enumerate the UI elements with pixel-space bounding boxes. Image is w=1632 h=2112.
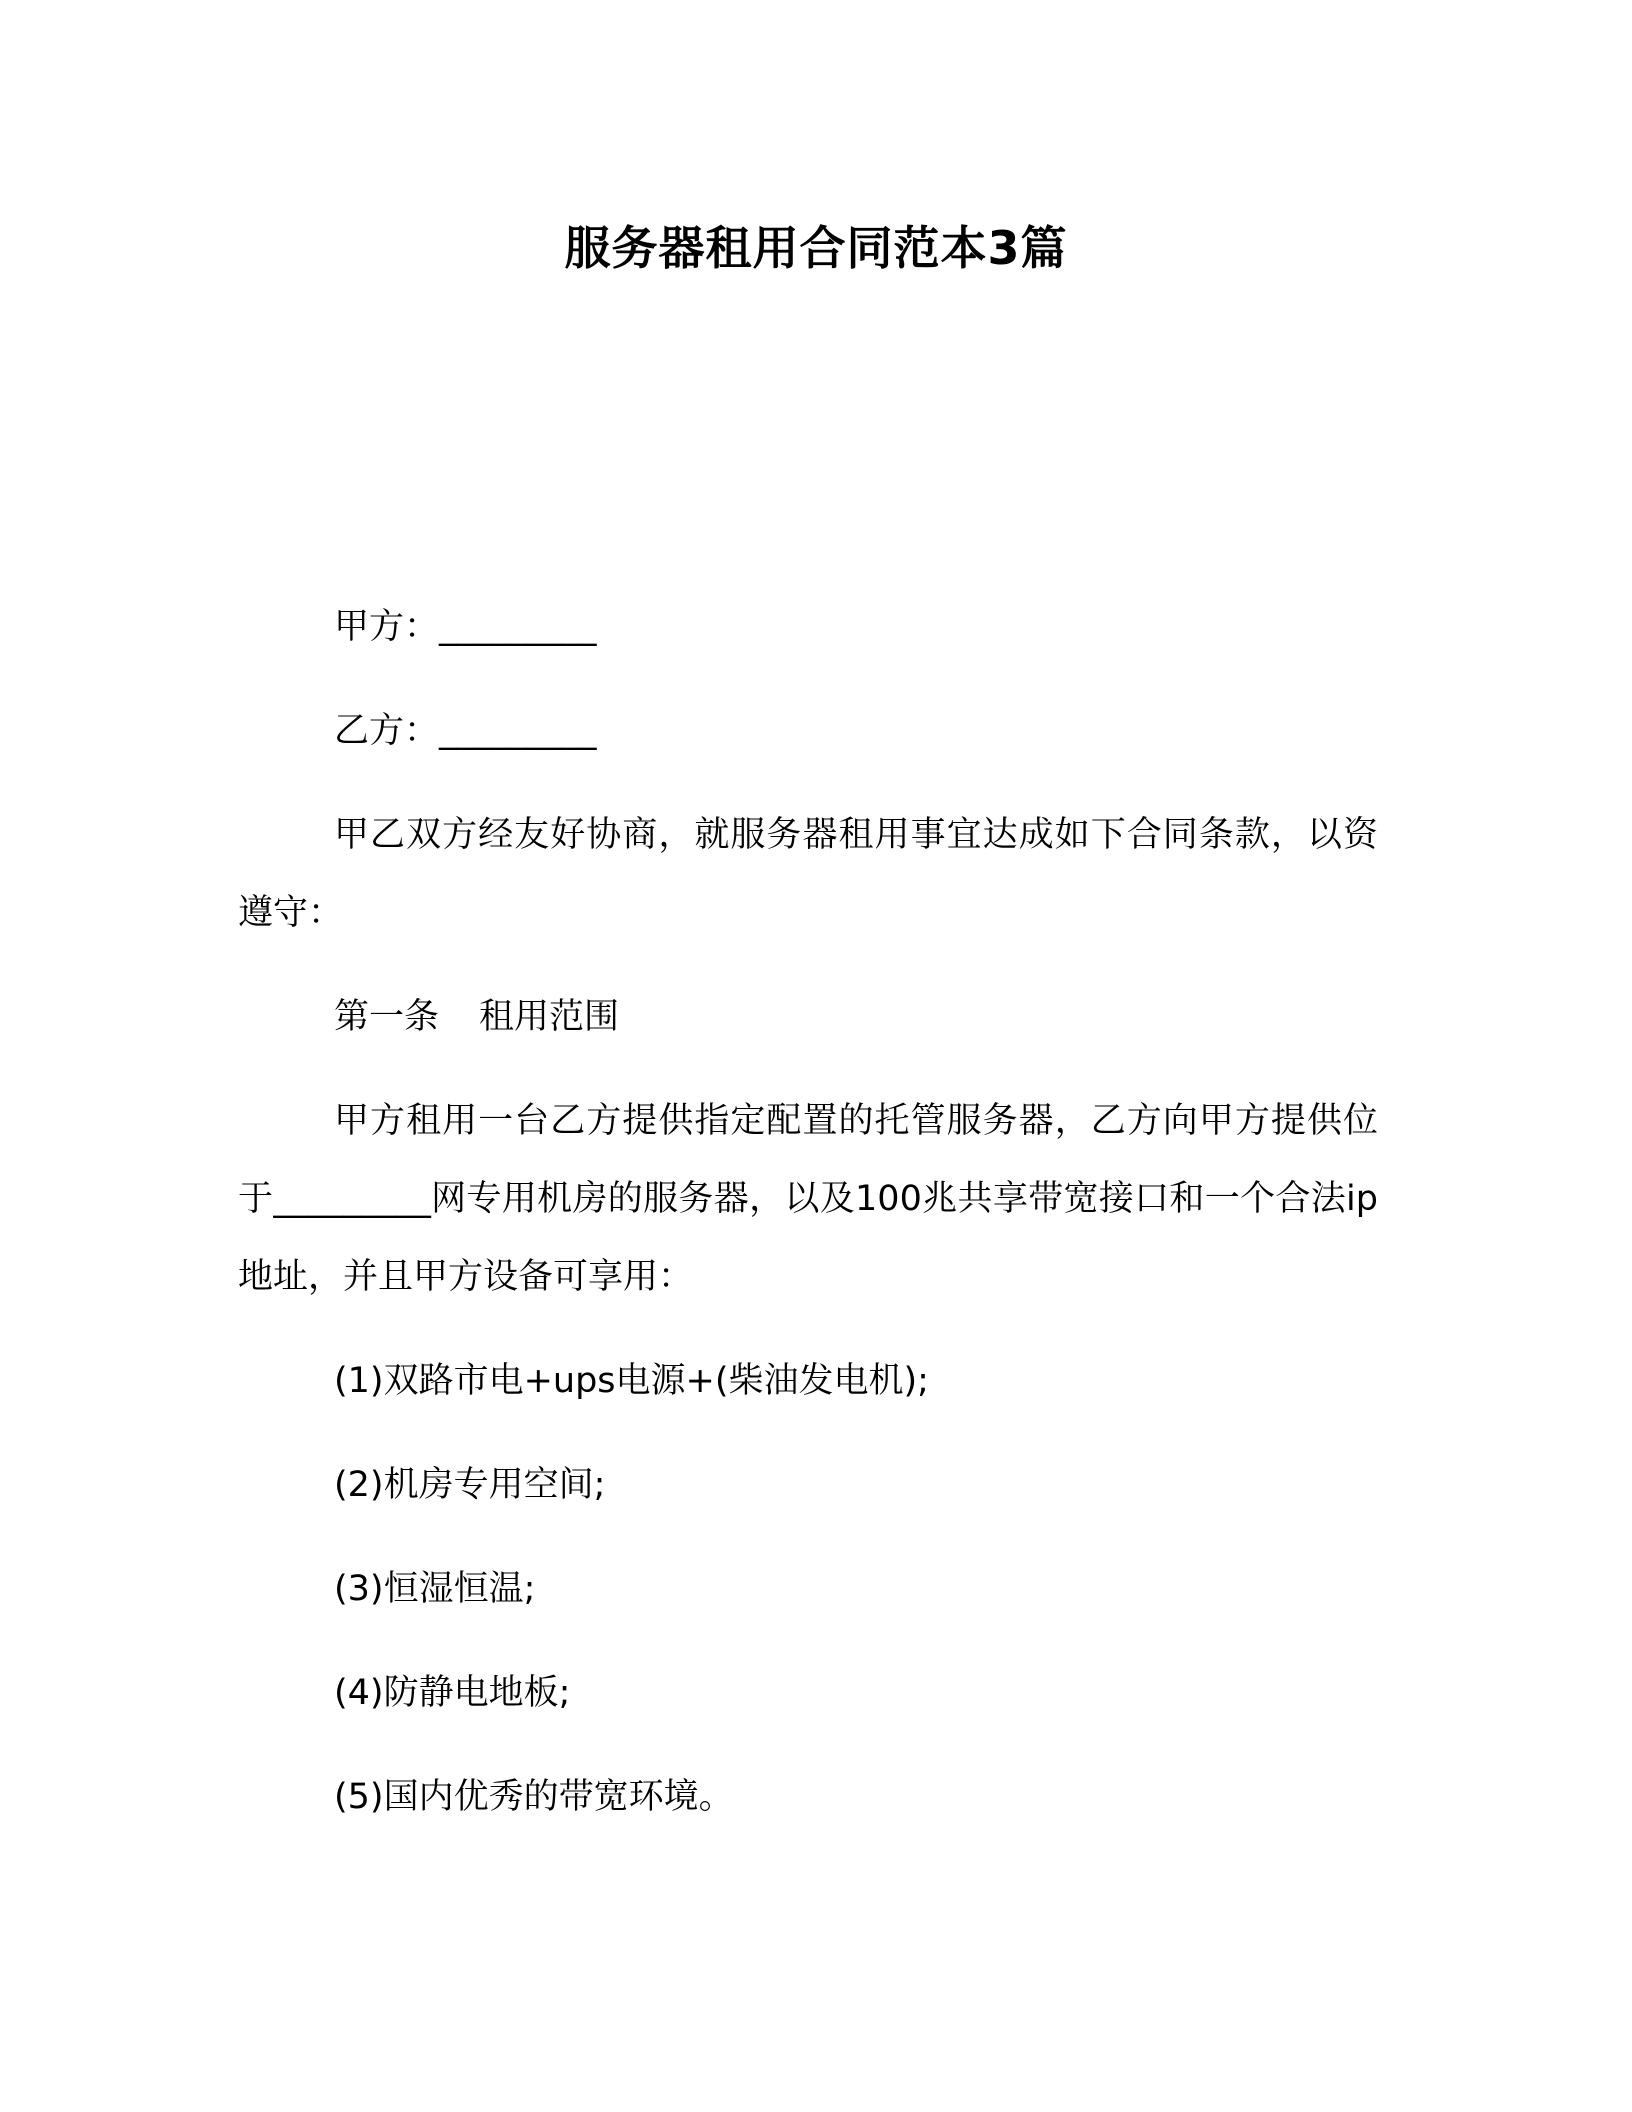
list-item: (1)双路市电+ups电源+(柴油发电机); — [334, 1361, 929, 1401]
article-1-title: 租用范围 — [479, 997, 620, 1037]
list-item: (5)国内优秀的带宽环境。 — [334, 1777, 734, 1817]
list-item: (4)防静电地板; — [334, 1673, 571, 1713]
document-body — [238, 588, 1378, 1862]
list-item: (3)恒湿恒温; — [334, 1569, 536, 1609]
article-1-number: 第一条 — [334, 997, 440, 1037]
article-1-heading — [238, 978, 1378, 1056]
list-item: (2)机房专用空间; — [334, 1465, 606, 1505]
intro-paragraph: 甲乙双方经友好协商，就服务器租用事宜达成如下合同条款，以资遵守： — [238, 815, 1378, 933]
party-a-line: 甲方：_________ — [334, 607, 597, 647]
party-b-line: 乙方：_________ — [334, 711, 597, 751]
article-1-body: 甲方租用一台乙方提供指定配置的托管服务器，乙方向甲方提供位于_________网专用机房的服务器，以及100兆共享带宽接口和一个合法ip地址，并且甲方设备可享用： — [238, 1101, 1378, 1297]
document-title: 服务器租用合同范本3篇 — [564, 221, 1068, 275]
